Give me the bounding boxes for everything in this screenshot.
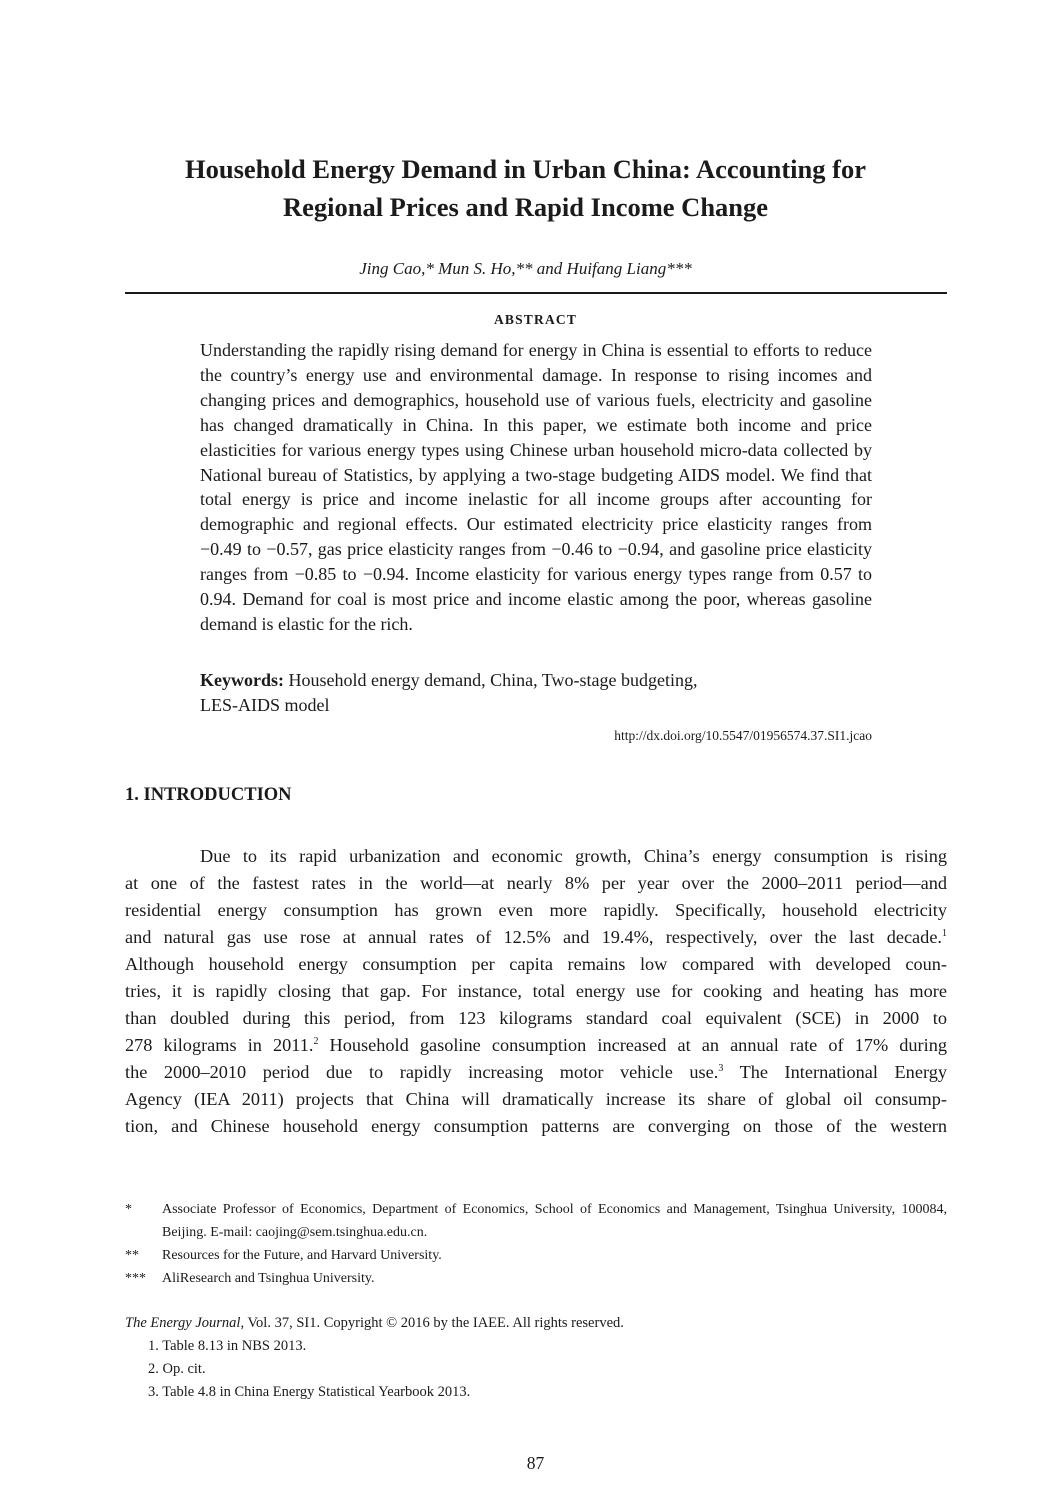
- intro-line: Due to its rapid urbanization and economic growth, China’s energy consumption is rising: [200, 846, 947, 866]
- keywords-line-1: Household energy demand, China, Two-stage budgeting,: [284, 670, 698, 690]
- footnote-text: Associate Professor of Economics, Department of Economics, School of Economics and Management, Tsinghua University, 100084, Beijing. E-mail: caojing@sem.tsinghua.edu.cn.: [162, 1202, 947, 1240]
- author-footnote-1: [125, 1198, 947, 1244]
- page-number: 87: [526, 1453, 545, 1473]
- intro-line: Although household energy consumption per capita remains low compared with developed coun-: [125, 954, 947, 974]
- footnote-ref-1[interactable]: 1: [942, 928, 947, 939]
- author-footnote-2: [125, 1244, 947, 1267]
- intro-line: tries, it is rapidly closing that gap. For instance, total energy use for cooking and heating has more: [125, 981, 947, 1001]
- introduction-body: [125, 843, 947, 1140]
- intro-line: [125, 1059, 947, 1086]
- footnote-ref-2[interactable]: 2: [313, 1036, 319, 1047]
- intro-line: tion, and Chinese household energy consumption patterns are converging on those of the western: [125, 1116, 947, 1136]
- intro-line-text: 278 kilograms in 2011.: [125, 1035, 314, 1055]
- paper-title: [100, 150, 951, 226]
- abstract-text: Understanding the rapidly rising demand for energy in China is essential to efforts to reduce the country’s energy use and environmental damage. In response to rising incomes and changing prices and demographics, household use of various fuels, electricity and gasoline has changed dramatically in China. In this paper, we estimate both income and price elasticities for various energy types using Chinese urban household micro-data collected by National bureau of Statistics, by applying a two-stage budgeting AIDS model. We find that total energy is price and income inelastic for all income groups after accounting for demographic and regional effects. Our estimated electricity price elasticity ranges from −0.49 to −0.57, gas price elasticity ranges from −0.46 to −0.94, and gasoline price elasticity ranges from −0.85 to −0.94. Income elasticity for various energy types range from 0.57 to 0.94. Demand for coal is most price and income elastic among the poor, whereas gasoline demand is elastic for the rich.: [200, 340, 872, 634]
- footnote-mark: **: [125, 1248, 139, 1263]
- journal-name: The Energy Journal: [125, 1315, 241, 1331]
- abstract-heading: ABSTRACT: [493, 312, 578, 327]
- keywords-label: Keywords:: [200, 670, 284, 690]
- intro-line: [125, 924, 947, 951]
- intro-line: Agency (IEA 2011) projects that China will dramatically increase its share of global oil consump-: [125, 1089, 947, 1109]
- footnote-mark: *: [125, 1202, 132, 1217]
- footnote-mark: ***: [125, 1271, 146, 1286]
- author-footnote-3: [125, 1267, 947, 1290]
- intro-line: at one of the fastest rates in the world—at nearly 8% per year over the 2000–2011 period—and: [125, 873, 947, 893]
- title-line-2: Regional Prices and Rapid Income Change: [282, 192, 769, 222]
- intro-line-text: The International Energy: [723, 1062, 947, 1082]
- intro-line: [125, 1032, 947, 1059]
- journal-citation: [125, 1313, 947, 1333]
- intro-line: residential energy consumption has grown even more rapidly. Specifically, household electricity: [125, 900, 947, 920]
- author-list: Jing Cao,* Mun S. Ho,** and Huifang Liang***: [359, 259, 692, 278]
- footnote-ref-3[interactable]: 3: [718, 1063, 724, 1074]
- footnote-text: Resources for the Future, and Harvard University.: [162, 1248, 442, 1263]
- intro-line-text: the 2000–2010 period due to rapidly increasing motor vehicle use.: [125, 1062, 719, 1082]
- section-heading: 1. INTRODUCTION: [125, 785, 292, 805]
- footnote-text: AliResearch and Tsinghua University.: [162, 1271, 375, 1286]
- endnote-1: 1. Table 8.13 in NBS 2013.: [148, 1338, 307, 1354]
- keywords-line-2: LES-AIDS model: [200, 694, 330, 715]
- intro-line-text: Household gasoline consumption increased at an annual rate of 17% during: [318, 1035, 947, 1055]
- doi-link[interactable]: http://dx.doi.org/10.5547/01956574.37.SI1.jcao: [614, 728, 872, 743]
- intro-line: than doubled during this period, from 123 kilograms standard coal equivalent (SCE) in 2000 to: [125, 1008, 947, 1028]
- title-line-1: Household Energy Demand in Urban China: Accounting for: [185, 154, 866, 184]
- intro-line-text: and natural gas use rose at annual rates of 12.5% and 19.4%, respectively, over the last decade.: [125, 927, 942, 947]
- journal-copyright: , Vol. 37, SI1. Copyright © 2016 by the IAEE. All rights reserved.: [240, 1315, 624, 1331]
- endnote-2: 2. Op. cit.: [148, 1361, 206, 1377]
- keywords: [200, 668, 872, 717]
- endnote-3: 3. Table 4.8 in China Energy Statistical Yearbook 2013.: [148, 1384, 471, 1400]
- title-divider: [125, 292, 947, 294]
